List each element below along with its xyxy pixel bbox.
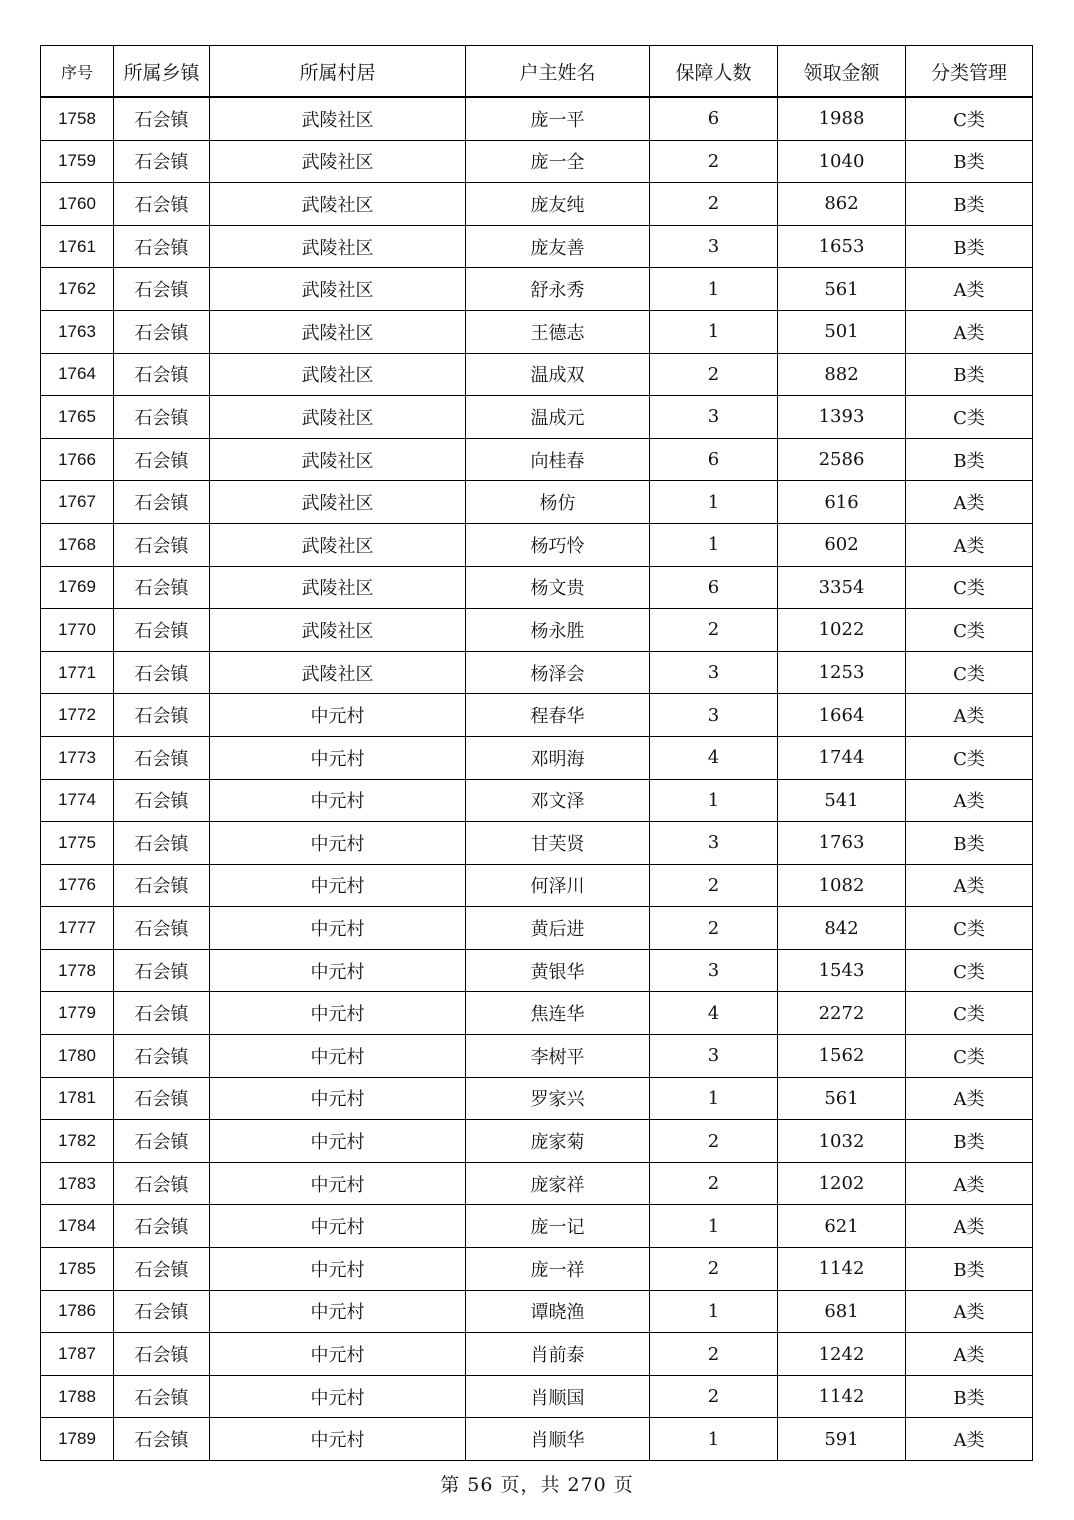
cell-village: 武陵社区 xyxy=(210,481,466,524)
cell-seq: 1771 xyxy=(41,651,114,694)
cell-householder: 庞一祥 xyxy=(466,1248,650,1291)
cell-householder: 甘芙贤 xyxy=(466,822,650,865)
cell-category: A类 xyxy=(906,1418,1033,1461)
cell-seq: 1768 xyxy=(41,523,114,566)
cell-village: 武陵社区 xyxy=(210,566,466,609)
cell-category: A类 xyxy=(906,310,1033,353)
table-row xyxy=(41,268,1033,311)
cell-householder: 肖顺华 xyxy=(466,1418,650,1461)
cell-category: A类 xyxy=(906,779,1033,822)
cell-village: 武陵社区 xyxy=(210,651,466,694)
table-row xyxy=(41,736,1033,779)
cell-category: B类 xyxy=(906,1120,1033,1163)
cell-amount: 1032 xyxy=(778,1120,906,1163)
cell-amount: 1040 xyxy=(778,140,906,183)
cell-amount: 1988 xyxy=(778,97,906,140)
cell-township: 石会镇 xyxy=(114,97,210,140)
cell-amount: 501 xyxy=(778,310,906,353)
cell-seq: 1772 xyxy=(41,694,114,737)
cell-category: C类 xyxy=(906,609,1033,652)
relief-roster-table xyxy=(40,45,1033,1461)
cell-category: C类 xyxy=(906,907,1033,950)
cell-persons: 1 xyxy=(650,481,778,524)
cell-householder: 李树平 xyxy=(466,1035,650,1078)
cell-amount: 561 xyxy=(778,1077,906,1120)
cell-village: 中元村 xyxy=(210,1162,466,1205)
cell-persons: 4 xyxy=(650,992,778,1035)
cell-village: 中元村 xyxy=(210,736,466,779)
cell-village: 中元村 xyxy=(210,1120,466,1163)
table-header-row xyxy=(41,46,1033,98)
cell-seq: 1767 xyxy=(41,481,114,524)
cell-householder: 庞一全 xyxy=(466,140,650,183)
cell-category: B类 xyxy=(906,140,1033,183)
cell-township: 石会镇 xyxy=(114,907,210,950)
cell-persons: 2 xyxy=(650,183,778,226)
cell-category: C类 xyxy=(906,736,1033,779)
cell-persons: 2 xyxy=(650,1248,778,1291)
cell-seq: 1773 xyxy=(41,736,114,779)
cell-persons: 1 xyxy=(650,1290,778,1333)
cell-seq: 1781 xyxy=(41,1077,114,1120)
table-row xyxy=(41,609,1033,652)
cell-persons: 2 xyxy=(650,140,778,183)
header-township: 所属乡镇 xyxy=(114,46,210,98)
cell-village: 武陵社区 xyxy=(210,523,466,566)
table-row xyxy=(41,225,1033,268)
cell-township: 石会镇 xyxy=(114,822,210,865)
cell-seq: 1783 xyxy=(41,1162,114,1205)
cell-village: 中元村 xyxy=(210,1035,466,1078)
cell-village: 武陵社区 xyxy=(210,353,466,396)
cell-householder: 舒永秀 xyxy=(466,268,650,311)
table-row xyxy=(41,438,1033,481)
cell-township: 石会镇 xyxy=(114,1120,210,1163)
cell-seq: 1779 xyxy=(41,992,114,1035)
cell-category: A类 xyxy=(906,1290,1033,1333)
cell-amount: 541 xyxy=(778,779,906,822)
cell-category: B类 xyxy=(906,438,1033,481)
cell-householder: 程春华 xyxy=(466,694,650,737)
cell-category: C类 xyxy=(906,949,1033,992)
cell-seq: 1776 xyxy=(41,864,114,907)
table-row xyxy=(41,864,1033,907)
cell-householder: 邓文泽 xyxy=(466,779,650,822)
cell-township: 石会镇 xyxy=(114,1248,210,1291)
cell-householder: 杨巧怜 xyxy=(466,523,650,566)
table-row xyxy=(41,183,1033,226)
table-row xyxy=(41,1418,1033,1461)
cell-category: C类 xyxy=(906,1035,1033,1078)
cell-township: 石会镇 xyxy=(114,438,210,481)
cell-persons: 2 xyxy=(650,1333,778,1376)
cell-category: A类 xyxy=(906,1077,1033,1120)
table-body xyxy=(41,97,1033,1461)
cell-seq: 1788 xyxy=(41,1375,114,1418)
cell-amount: 1653 xyxy=(778,225,906,268)
cell-township: 石会镇 xyxy=(114,1162,210,1205)
cell-category: A类 xyxy=(906,694,1033,737)
table-row xyxy=(41,822,1033,865)
cell-amount: 1744 xyxy=(778,736,906,779)
page-number-footer: 第 56 页，共 270 页 xyxy=(440,1474,634,1496)
table-row xyxy=(41,1035,1033,1078)
cell-amount: 1543 xyxy=(778,949,906,992)
cell-householder: 杨永胜 xyxy=(466,609,650,652)
cell-persons: 1 xyxy=(650,1205,778,1248)
cell-persons: 2 xyxy=(650,1120,778,1163)
cell-category: C类 xyxy=(906,992,1033,1035)
cell-township: 石会镇 xyxy=(114,651,210,694)
cell-township: 石会镇 xyxy=(114,736,210,779)
table-row xyxy=(41,97,1033,140)
table-row xyxy=(41,310,1033,353)
cell-amount: 616 xyxy=(778,481,906,524)
cell-category: A类 xyxy=(906,864,1033,907)
cell-village: 中元村 xyxy=(210,1248,466,1291)
cell-householder: 杨泽会 xyxy=(466,651,650,694)
cell-village: 中元村 xyxy=(210,1290,466,1333)
cell-township: 石会镇 xyxy=(114,225,210,268)
table-row xyxy=(41,353,1033,396)
cell-village: 中元村 xyxy=(210,694,466,737)
table-row xyxy=(41,694,1033,737)
cell-amount: 882 xyxy=(778,353,906,396)
table-row xyxy=(41,396,1033,439)
cell-seq: 1758 xyxy=(41,97,114,140)
cell-householder: 黄银华 xyxy=(466,949,650,992)
cell-village: 武陵社区 xyxy=(210,310,466,353)
header-category: 分类管理 xyxy=(906,46,1033,98)
cell-amount: 1142 xyxy=(778,1375,906,1418)
header-village: 所属村居 xyxy=(210,46,466,98)
cell-amount: 1022 xyxy=(778,609,906,652)
cell-village: 中元村 xyxy=(210,779,466,822)
cell-amount: 681 xyxy=(778,1290,906,1333)
cell-township: 石会镇 xyxy=(114,183,210,226)
cell-householder: 邓明海 xyxy=(466,736,650,779)
cell-seq: 1774 xyxy=(41,779,114,822)
cell-village: 中元村 xyxy=(210,992,466,1035)
cell-township: 石会镇 xyxy=(114,1418,210,1461)
cell-category: C类 xyxy=(906,566,1033,609)
cell-householder: 庞家祥 xyxy=(466,1162,650,1205)
cell-amount: 1142 xyxy=(778,1248,906,1291)
cell-township: 石会镇 xyxy=(114,694,210,737)
cell-persons: 6 xyxy=(650,438,778,481)
cell-seq: 1769 xyxy=(41,566,114,609)
header-persons: 保障人数 xyxy=(650,46,778,98)
cell-persons: 1 xyxy=(650,1077,778,1120)
cell-householder: 庞友纯 xyxy=(466,183,650,226)
cell-householder: 庞一记 xyxy=(466,1205,650,1248)
cell-persons: 3 xyxy=(650,651,778,694)
cell-persons: 1 xyxy=(650,1418,778,1461)
cell-householder: 温成元 xyxy=(466,396,650,439)
cell-householder: 肖顺国 xyxy=(466,1375,650,1418)
cell-persons: 3 xyxy=(650,822,778,865)
cell-village: 武陵社区 xyxy=(210,140,466,183)
cell-seq: 1780 xyxy=(41,1035,114,1078)
cell-seq: 1760 xyxy=(41,183,114,226)
table-row xyxy=(41,1375,1033,1418)
cell-village: 中元村 xyxy=(210,1205,466,1248)
cell-category: B类 xyxy=(906,225,1033,268)
cell-persons: 1 xyxy=(650,310,778,353)
cell-householder: 温成双 xyxy=(466,353,650,396)
table-row xyxy=(41,779,1033,822)
table-row xyxy=(41,907,1033,950)
cell-householder: 何泽川 xyxy=(466,864,650,907)
cell-village: 中元村 xyxy=(210,949,466,992)
table-row xyxy=(41,992,1033,1035)
header-amount: 领取金额 xyxy=(778,46,906,98)
cell-township: 石会镇 xyxy=(114,268,210,311)
cell-amount: 602 xyxy=(778,523,906,566)
cell-village: 中元村 xyxy=(210,907,466,950)
table-row xyxy=(41,140,1033,183)
cell-category: A类 xyxy=(906,1205,1033,1248)
cell-township: 石会镇 xyxy=(114,1077,210,1120)
cell-seq: 1759 xyxy=(41,140,114,183)
table-row xyxy=(41,1333,1033,1376)
cell-village: 武陵社区 xyxy=(210,225,466,268)
cell-persons: 2 xyxy=(650,1162,778,1205)
cell-amount: 561 xyxy=(778,268,906,311)
cell-amount: 621 xyxy=(778,1205,906,1248)
cell-category: A类 xyxy=(906,1333,1033,1376)
cell-persons: 1 xyxy=(650,779,778,822)
cell-householder: 庞友善 xyxy=(466,225,650,268)
table-row xyxy=(41,523,1033,566)
cell-village: 中元村 xyxy=(210,1333,466,1376)
cell-category: A类 xyxy=(906,1162,1033,1205)
cell-persons: 2 xyxy=(650,609,778,652)
cell-householder: 向桂春 xyxy=(466,438,650,481)
header-seq: 序号 xyxy=(41,46,114,98)
cell-township: 石会镇 xyxy=(114,779,210,822)
cell-township: 石会镇 xyxy=(114,310,210,353)
cell-village: 武陵社区 xyxy=(210,97,466,140)
cell-seq: 1789 xyxy=(41,1418,114,1461)
cell-township: 石会镇 xyxy=(114,481,210,524)
cell-township: 石会镇 xyxy=(114,1375,210,1418)
cell-township: 石会镇 xyxy=(114,609,210,652)
cell-householder: 庞家菊 xyxy=(466,1120,650,1163)
cell-category: A类 xyxy=(906,481,1033,524)
cell-persons: 2 xyxy=(650,907,778,950)
cell-persons: 3 xyxy=(650,1035,778,1078)
cell-persons: 3 xyxy=(650,949,778,992)
table-row xyxy=(41,1120,1033,1163)
cell-category: A类 xyxy=(906,523,1033,566)
cell-persons: 6 xyxy=(650,566,778,609)
table-row xyxy=(41,566,1033,609)
table-row xyxy=(41,651,1033,694)
cell-township: 石会镇 xyxy=(114,1205,210,1248)
cell-seq: 1761 xyxy=(41,225,114,268)
cell-seq: 1765 xyxy=(41,396,114,439)
cell-amount: 862 xyxy=(778,183,906,226)
cell-category: C类 xyxy=(906,396,1033,439)
cell-persons: 1 xyxy=(650,268,778,311)
cell-village: 武陵社区 xyxy=(210,609,466,652)
cell-township: 石会镇 xyxy=(114,1035,210,1078)
cell-seq: 1775 xyxy=(41,822,114,865)
cell-seq: 1778 xyxy=(41,949,114,992)
cell-amount: 1082 xyxy=(778,864,906,907)
cell-amount: 1562 xyxy=(778,1035,906,1078)
cell-village: 武陵社区 xyxy=(210,268,466,311)
cell-seq: 1766 xyxy=(41,438,114,481)
cell-seq: 1763 xyxy=(41,310,114,353)
table-row xyxy=(41,481,1033,524)
cell-persons: 2 xyxy=(650,864,778,907)
cell-category: C类 xyxy=(906,651,1033,694)
cell-householder: 王德志 xyxy=(466,310,650,353)
cell-persons: 3 xyxy=(650,225,778,268)
cell-category: A类 xyxy=(906,268,1033,311)
cell-category: B类 xyxy=(906,822,1033,865)
table-row xyxy=(41,1077,1033,1120)
cell-village: 中元村 xyxy=(210,864,466,907)
cell-seq: 1764 xyxy=(41,353,114,396)
cell-amount: 1664 xyxy=(778,694,906,737)
cell-householder: 肖前泰 xyxy=(466,1333,650,1376)
table-row xyxy=(41,1248,1033,1291)
cell-amount: 3354 xyxy=(778,566,906,609)
cell-category: B类 xyxy=(906,1248,1033,1291)
cell-township: 石会镇 xyxy=(114,1290,210,1333)
cell-seq: 1787 xyxy=(41,1333,114,1376)
cell-persons: 4 xyxy=(650,736,778,779)
cell-persons: 3 xyxy=(650,396,778,439)
cell-amount: 1242 xyxy=(778,1333,906,1376)
cell-persons: 2 xyxy=(650,1375,778,1418)
cell-village: 中元村 xyxy=(210,1077,466,1120)
cell-householder: 黄后进 xyxy=(466,907,650,950)
cell-persons: 6 xyxy=(650,97,778,140)
cell-seq: 1777 xyxy=(41,907,114,950)
cell-township: 石会镇 xyxy=(114,396,210,439)
cell-amount: 1393 xyxy=(778,396,906,439)
table-row xyxy=(41,1205,1033,1248)
cell-township: 石会镇 xyxy=(114,140,210,183)
cell-category: B类 xyxy=(906,353,1033,396)
cell-seq: 1785 xyxy=(41,1248,114,1291)
cell-householder: 焦连华 xyxy=(466,992,650,1035)
table-row xyxy=(41,1162,1033,1205)
cell-amount: 2272 xyxy=(778,992,906,1035)
cell-amount: 2586 xyxy=(778,438,906,481)
cell-amount: 842 xyxy=(778,907,906,950)
cell-persons: 2 xyxy=(650,353,778,396)
cell-seq: 1782 xyxy=(41,1120,114,1163)
cell-amount: 1202 xyxy=(778,1162,906,1205)
cell-village: 中元村 xyxy=(210,1418,466,1461)
cell-township: 石会镇 xyxy=(114,949,210,992)
cell-township: 石会镇 xyxy=(114,353,210,396)
cell-village: 武陵社区 xyxy=(210,396,466,439)
cell-township: 石会镇 xyxy=(114,864,210,907)
cell-persons: 1 xyxy=(650,523,778,566)
cell-township: 石会镇 xyxy=(114,523,210,566)
cell-persons: 3 xyxy=(650,694,778,737)
cell-seq: 1784 xyxy=(41,1205,114,1248)
cell-village: 中元村 xyxy=(210,1375,466,1418)
cell-amount: 591 xyxy=(778,1418,906,1461)
cell-amount: 1253 xyxy=(778,651,906,694)
cell-householder: 谭晓渔 xyxy=(466,1290,650,1333)
cell-village: 武陵社区 xyxy=(210,438,466,481)
cell-category: B类 xyxy=(906,1375,1033,1418)
cell-householder: 罗家兴 xyxy=(466,1077,650,1120)
table-row xyxy=(41,1290,1033,1333)
cell-category: C类 xyxy=(906,97,1033,140)
cell-village: 武陵社区 xyxy=(210,183,466,226)
cell-township: 石会镇 xyxy=(114,992,210,1035)
cell-seq: 1786 xyxy=(41,1290,114,1333)
header-householder: 户主姓名 xyxy=(466,46,650,98)
cell-householder: 杨文贵 xyxy=(466,566,650,609)
cell-township: 石会镇 xyxy=(114,1333,210,1376)
cell-seq: 1762 xyxy=(41,268,114,311)
cell-householder: 杨仿 xyxy=(466,481,650,524)
cell-township: 石会镇 xyxy=(114,566,210,609)
cell-village: 中元村 xyxy=(210,822,466,865)
table-row xyxy=(41,949,1033,992)
cell-category: B类 xyxy=(906,183,1033,226)
cell-seq: 1770 xyxy=(41,609,114,652)
cell-householder: 庞一平 xyxy=(466,97,650,140)
cell-amount: 1763 xyxy=(778,822,906,865)
